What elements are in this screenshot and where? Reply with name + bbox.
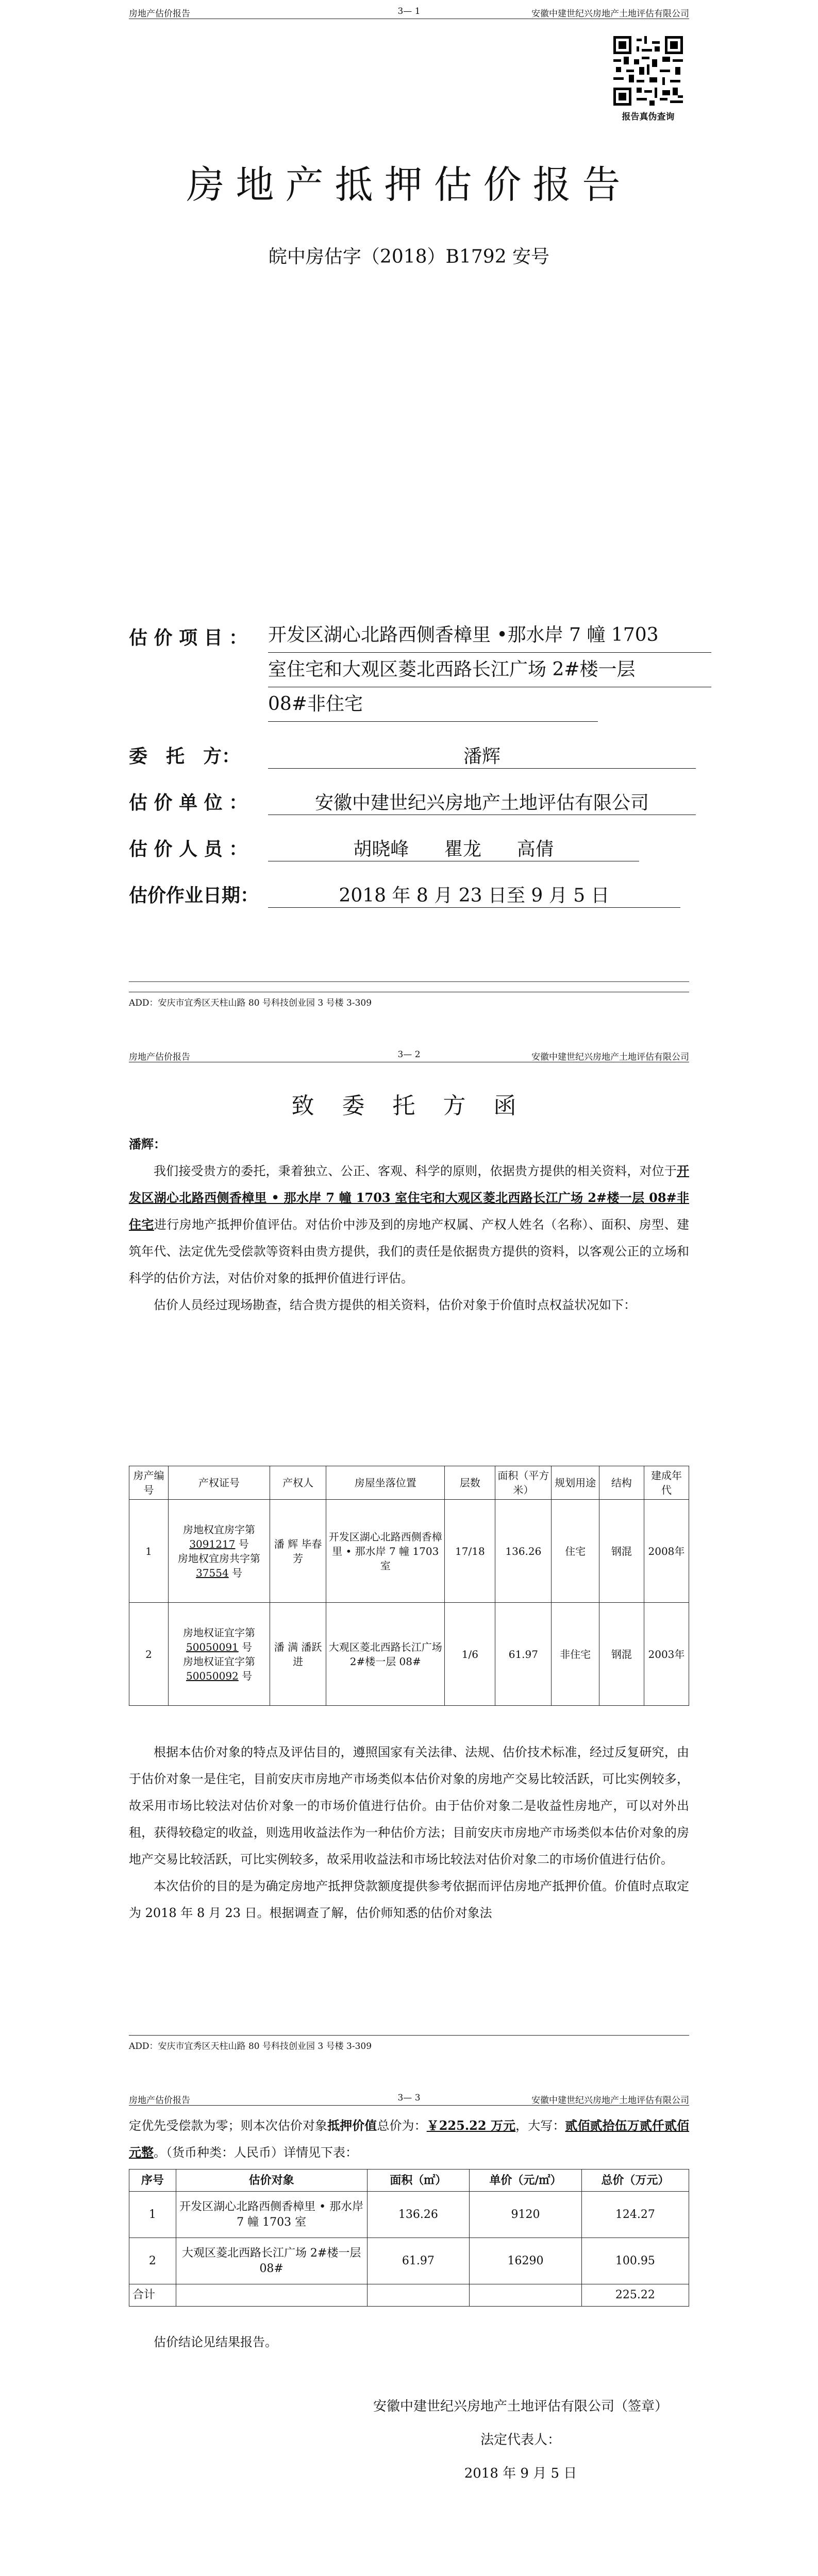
table-header: 结构 <box>599 1466 644 1500</box>
total-value: ￥225.22 万元 <box>426 2118 516 2133</box>
staff-value <box>268 835 639 861</box>
page-footer: ADD：安庆市宜秀区天柱山路 80 号科技创业园 3 号楼 3-309 <box>129 992 689 1009</box>
project-value <box>268 618 711 722</box>
table-header: 面积（平方米） <box>495 1466 552 1500</box>
table-row: 2 大观区菱北西路长江广场 2#楼一层 08# 61.97 16290 100.95 <box>129 2238 689 2284</box>
client-label: 委 托 方： <box>129 745 241 767</box>
paragraph: 本次估价的目的是为确定房地产抵押贷款额度提供参考依据而评估房地产抵押价值。价值时点取定为 2018 年 8 月 23 日。根据调查了解，估价师知悉的估价对象法 <box>129 1879 689 1920</box>
staff-name: 胡晓峰 <box>353 839 409 860</box>
date-label: 估价作业日期： <box>129 885 259 906</box>
header-right: 安徽中建世纪兴房地产土地评估有限公司 <box>531 2095 689 2106</box>
letter-body-2 <box>129 1739 689 1926</box>
header-right: 安徽中建世纪兴房地产土地评估有限公司 <box>531 1052 689 1062</box>
conclusion-note <box>129 2329 689 2355</box>
appraiser-value: 安徽中建世纪兴房地产土地评估有限公司 <box>268 788 696 815</box>
table-header: 房产编号 <box>129 1466 169 1500</box>
letter-title: 致 委 托 方 函 <box>291 1093 527 1119</box>
table-row: 1 开发区湖心北路西侧香樟里 • 那水岸 7 幢 1703 室 136.26 9120 124.27 <box>129 2192 689 2238</box>
conclusion-page <box>0 2087 818 2576</box>
valuation-table <box>129 2169 689 2307</box>
signature-company: 安徽中建世纪兴房地产土地评估有限公司（签章） <box>373 2399 668 2414</box>
letter-page <box>0 1043 818 2084</box>
client-value: 潘辉 <box>268 742 696 769</box>
table-header: 房屋坐落位置 <box>326 1466 445 1500</box>
table-header: 产权证号 <box>168 1466 270 1500</box>
qr-code-icon[interactable] <box>613 36 683 106</box>
paragraph: 我们接受贵方的委托，秉着独立、公正、客观、科学的原则，依据贵方提供的相关资料，对位于开发区湖心北路西侧香樟里 • 那水岸 7 幢 1703 室住宅和大观区菱北西路长江广场 2#楼一层 08#非住宅进行房地产抵押价值评估。对估价中涉及到的房地产权属、产权人姓名（名称）、面积、房型、建筑年代、法定优先受偿款等资料由贵方提供，我们的责任是依据贵方提供的资料，以客观公正的立场和科学的估价方法，对估价对象的抵押价值进行评估。 <box>129 1163 690 1285</box>
table-header: 规划用途 <box>552 1466 599 1500</box>
header-page-number: 3— 3 <box>397 2093 421 2103</box>
cover-page <box>0 0 818 1041</box>
staff-name: 高倩 <box>516 839 554 860</box>
project-line-3: 08#非住宅 <box>268 687 598 722</box>
table-header-row <box>129 1466 689 1500</box>
date-value: 2018 年 8 月 23 日至 9 月 5 日 <box>268 881 680 908</box>
table-header-row: 序号 估价对象 面积（㎡） 单价（元/㎡） 总价（万元） <box>129 2170 689 2192</box>
header-left: 房地产估价报告 <box>129 2095 190 2106</box>
header-right: 安徽中建世纪兴房地产土地评估有限公司 <box>531 9 689 19</box>
table-header: 产权人 <box>270 1466 326 1500</box>
header-left: 房地产估价报告 <box>129 1052 190 1062</box>
divider <box>129 981 689 982</box>
staff-label: 估 价 人 员 ： <box>129 838 248 860</box>
project-line-1: 开发区湖心北路西侧香樟里 •那水岸 7 幢 1703 <box>268 618 711 653</box>
page-header <box>129 2092 689 2106</box>
letter-body-1 <box>129 1131 689 1318</box>
salutation: 潘辉： <box>129 1137 166 1151</box>
header-page-number: 3— 2 <box>397 1049 421 1060</box>
table-sum-row: 合计 225.22 <box>129 2284 689 2307</box>
signature-representative: 法定代表人： <box>480 2432 561 2448</box>
header-page-number: 3— 1 <box>397 6 421 16</box>
page-header <box>129 5 689 19</box>
table-row: 1 房地权宜房字第 3091217 号 房地权宜房共字第 37554 号 潘 辉 毕春芳 开发区湖心北路西侧香樟里 • 那水岸 7 幢 1703 室 17/18 136.26 住宅 钢混 2008年 <box>129 1500 689 1603</box>
conclusion-body <box>129 2112 689 2166</box>
property-table <box>129 1466 689 1706</box>
report-number: 皖中房估字（2018）B1792 安号 <box>268 246 550 267</box>
page-footer: ADD：安庆市宜秀区天柱山路 80 号科技创业园 3 号楼 3-309 <box>129 2035 689 2052</box>
paragraph: 定优先受偿款为零；则本次估价对象抵押价值总价为：￥225.22 万元，大写：贰佰贰拾伍万贰仟贰佰元整。（货币种类：人民币）详情见下表： <box>129 2118 690 2160</box>
paragraph: 估价结论见结果报告。 <box>154 2335 277 2349</box>
paragraph: 根据本估价对象的特点及评估目的，遵照国家有关法律、法规、估价技术标准，经过反复研究，由于估价对象一是住宅，目前安庆市房地产市场类似本估价对象的房地产交易比较活跃，可比实例较多，故采用市场比较法对估价对象一的市场价值进行估价。由于估价对象二是收益性房地产，可以对外出租，获得较稳定的收益，则选用收益法作为一种估价方法；目前安庆市房地产市场类似本估价对象的房地产交易比较活跃，可比实例较多，故采用收益法和市场比较法对估价对象二的市场价值进行估价。 <box>129 1745 689 1867</box>
report-title: 房地产抵押估价报告 <box>186 163 632 207</box>
project-label: 估 价 项 目 ： <box>129 627 248 649</box>
header-left: 房地产估价报告 <box>129 9 190 19</box>
total-value-upper: 贰佰贰拾伍万贰仟贰佰元整 <box>129 2118 690 2160</box>
table-header: 层数 <box>445 1466 495 1500</box>
signature-date: 2018 年 9 月 5 日 <box>464 2466 577 2481</box>
paragraph: 估价人员经过现场勘查，结合贵方提供的相关资料，估价对象于价值时点权益状况如下： <box>154 1298 636 1312</box>
page-header <box>129 1048 689 1062</box>
appraiser-label: 估 价 单 位 ： <box>129 792 248 814</box>
project-line-2: 室住宅和大观区菱北西路长江广场 2#楼一层 <box>268 653 711 687</box>
table-row: 2 房地权证宜字第 50050091 号 房地权证宜字第 50050092 号 潘 满 潘跃进 大观区菱北西路长江广场 2#楼一层 08# 1/6 61.97 非住宅 钢混 2003年 <box>129 1603 689 1706</box>
property-address: 开发区湖心北路西侧香樟里 • 那水岸 7 幢 1703 室住宅和大观区菱北西路长江广场 2#楼一层 08#非住宅 <box>129 1163 689 1232</box>
table-header: 建成年代 <box>644 1466 689 1500</box>
qr-caption: 报告真伪查询 <box>622 112 675 122</box>
staff-name: 瞿龙 <box>444 839 481 860</box>
